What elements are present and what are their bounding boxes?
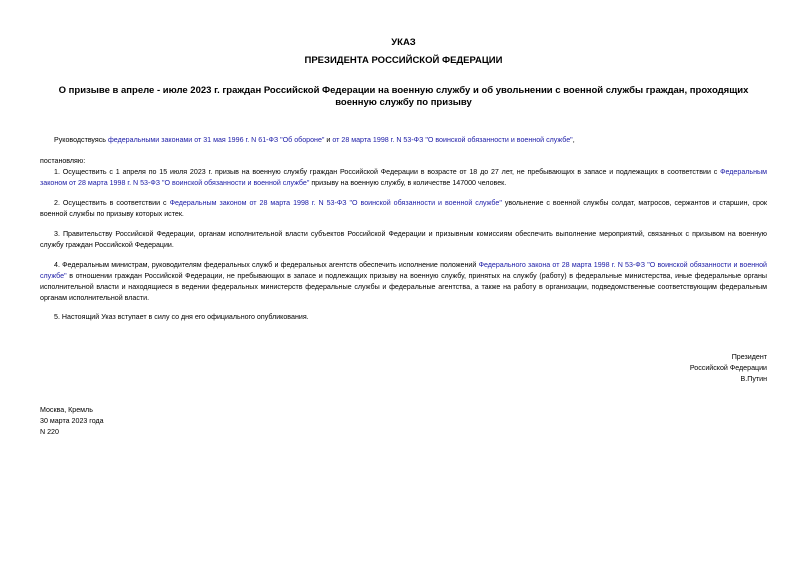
signature-title: Президент [731,353,767,361]
header-decree: УКАЗ [391,37,416,48]
paragraph-3: 3. Правительству Российской Федерации, органам исполнительной власти субъектов Российской Федерации и призывным комиссиям обеспечить выполнение мероприятий, связанных с призывом на военную службу граждан Российской Федерации. [40,230,767,249]
paragraph-4-post: в отношении граждан Российской Федерации, не пребывающих в запасе и подлежащих призыву на военную службу, принятых на службу (работу) в федеральные министерства, иные федеральные органы исполнительной власти и находящиеся в ведении федеральных министерств федеральные службы и федеральные агентства, а также на работу в организации, подведомственные соответствующим федеральным органам исполнительной власти. [40,272,767,302]
paragraph-1-law-link[interactable]: Федеральным законом от 28 марта 1998 г. N 53-ФЗ "О воинской обязанности и военной службе" [40,168,767,187]
paragraph-1 [40,167,767,189]
law-link-61fz[interactable]: федеральными законами от 31 мая 1996 г. N 61-ФЗ "Об обороне" [107,136,325,144]
signature-block [567,352,767,385]
paragraph-1-pre: 1. Осуществить с 1 апреля по 15 июля 2023 г. призыв на военную службу граждан Российской Федерации в возрасте от 18 до 27 лет, не пребывающих в запасе и подлежащих в соответствии с [54,168,721,176]
signature-country: Российской Федерации [689,364,767,372]
paragraph-2 [40,198,767,220]
document-title: О призыве в апреле - июле 2023 г. граждан Российской Федерации на военную службу и об увольнении с военной службы граждан, проходящих военную службу по призыву [58,85,749,108]
preamble-pre: Руководствуясь [54,136,108,144]
paragraph-4-law-link[interactable]: Федерального закона от 28 марта 1998 г. N 53-ФЗ "О воинской обязанности и военной службе" [40,261,768,280]
paragraph-2-post: увольнение с военной службы солдат, матросов, сержантов и старшин, срок военной службы по призыву которых истек. [40,199,767,218]
place: Москва, Кремль [40,406,93,414]
paragraph-1-post: призыву на военную службу, в количестве 147000 человек. [309,179,507,187]
date: 30 марта 2023 года [40,417,104,425]
paragraph-5: 5. Настоящий Указ вступает в силу со дня его официального опубликования. [54,313,309,321]
place-date-block [40,405,240,438]
decree-number: N 220 [40,428,59,436]
paragraph-2-law-link[interactable]: Федеральным законом от 28 марта 1998 г. N 53-ФЗ "О воинской обязанности и военной службе" [169,199,502,207]
decree-word: постановляю: [40,157,86,165]
preamble [40,135,767,146]
law-link-53fz[interactable]: от 28 марта 1998 г. N 53-ФЗ "О воинской обязанности и военной службе" [332,136,573,144]
preamble-post: , [572,136,575,144]
preamble-mid: и [324,136,333,144]
signature-name: В.Путин [740,375,767,383]
paragraph-4-pre: 4. Федеральным министрам, руководителям федеральных служб и федеральных агентств обеспечить исполнение положений [54,261,479,269]
paragraph-4 [40,260,767,304]
paragraph-2-pre: 2. Осуществить в соответствии с [54,199,170,207]
header-president: ПРЕЗИДЕНТА РОССИЙСКОЙ ФЕДЕРАЦИИ [304,55,503,66]
